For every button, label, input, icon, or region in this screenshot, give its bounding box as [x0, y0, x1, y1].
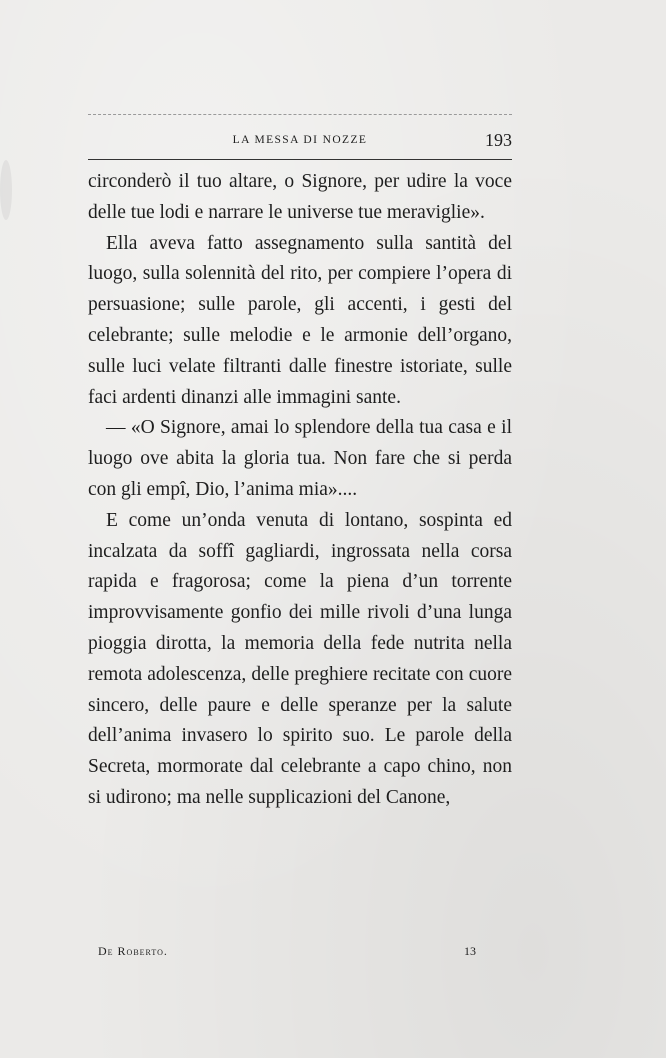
signature-number: 13: [464, 944, 476, 958]
running-title: LA MESSA DI NOZZE: [232, 134, 368, 146]
paragraph-3: — «O Signore, amai lo splendore della tua casa e il luogo ove abita la gloria tua. Non fare che si perda con gli empî, Dio, l’anima mia»....: [88, 417, 512, 500]
page-footer: [88, 942, 512, 962]
paragraph-4: E come un’onda venuta di lontano, sospinta ed incalzata da soffî gagliardi, ingrossata nella corsa rapida e fragorosa; come la piena d’un torrente improvvisamente gonfio dei mille rivoli d’una lunga pioggia dirotta, la memoria della fede nutrita nella remota adolescenza, delle preghiere recitate con cuore sincero, delle paure e delle speranze per la salute dell’anima invasero lo spirito suo. Le parole della Secreta, mormorate dal celebrante a capo chino, non si udirono; ma nelle supplicazioni del Canone,: [88, 509, 512, 808]
paragraph-2: Ella aveva fatto assegnamento sulla santità del luogo, sulla solennità del rito, per compiere l’opera di persuasione; sulle parole, gli accenti, i gesti del celebrante; sulle melodie e le armonie dell’organo, sulle luci velate filtranti dalle finestre istoriate, sulle faci ardenti dinanzi alle immagini sante.: [88, 232, 512, 408]
signature-mark: De Roberto.: [98, 944, 168, 958]
page-number: 193: [485, 130, 512, 150]
body-text: [88, 167, 512, 814]
top-decorative-rule: [88, 114, 512, 115]
paragraph-1: circonderò il tuo altare, o Signore, per udire la voce delle tue lodi e narrare le universe tue meraviglie».: [88, 171, 512, 223]
header-rule: [88, 159, 512, 160]
running-head: [88, 130, 512, 152]
page-edge-shadow: [0, 160, 12, 220]
